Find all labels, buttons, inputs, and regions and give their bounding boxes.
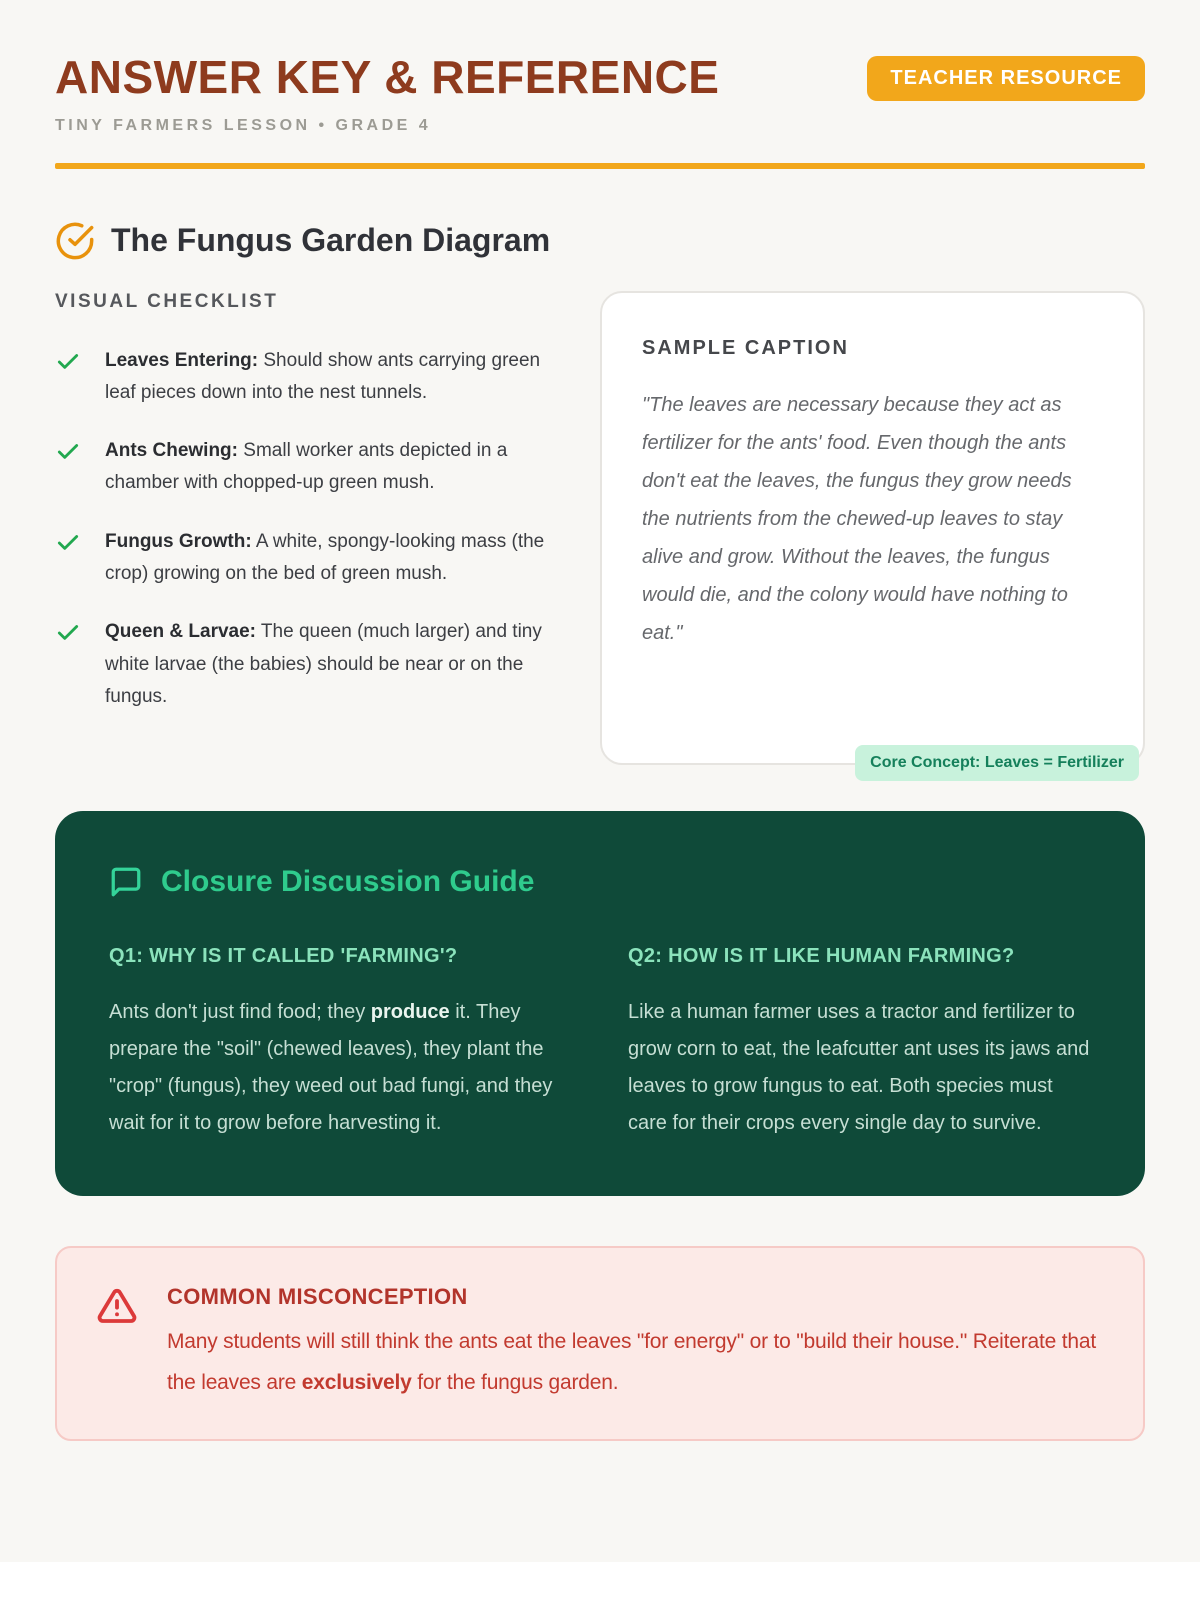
sample-caption-title: SAMPLE CAPTION bbox=[642, 336, 849, 359]
diagram-section-body bbox=[55, 290, 1145, 771]
checklist-item-text: A white, spongy-looking mass (the crop) growing on the bed of green mush. bbox=[105, 530, 545, 585]
check-circle-icon bbox=[55, 221, 95, 261]
message-square-icon bbox=[109, 865, 143, 899]
question-body-text: Like a human farmer uses a tractor and fertilizer to grow corn to eat, the leafcutter ant uses its jaws and leaves to grow fungus to eat. Both species must care for their crops every single day to survive. bbox=[628, 1000, 1090, 1134]
checklist-item-text: Small worker ants depicted in a chamber with chopped-up green mush. bbox=[105, 440, 508, 494]
checklist-item-label: Ants Chewing: bbox=[105, 440, 238, 462]
discussion-panel bbox=[55, 811, 1145, 1196]
teacher-resource-badge: TEACHER RESOURCE bbox=[867, 56, 1145, 101]
header-divider bbox=[55, 163, 1145, 169]
check-icon bbox=[55, 530, 81, 556]
question-body bbox=[628, 994, 1091, 1142]
lesson-subtitle: TINY FARMERS LESSON • GRADE 4 bbox=[55, 116, 432, 134]
checklist-item-label: Fungus Growth: bbox=[105, 530, 252, 552]
checklist-item-label: Queen & Larvae: bbox=[105, 621, 256, 643]
question-body-text: Ants don't just find food; they bbox=[109, 1000, 371, 1023]
discussion-title: Closure Discussion Guide bbox=[161, 864, 535, 898]
sample-caption-quote: "The leaves are necessary because they act as fertilizer for the ants' food. Even though the ants don't eat the leaves, the fungus they grow needs the nutrients from the chewed-up leaves to stay alive and grow. Without the leaves, the fungus would die, and the colony would have nothing to eat." bbox=[642, 393, 1072, 644]
misconception-body-bold: exclusively bbox=[301, 1370, 412, 1394]
misconception-body-text: for the fungus garden. bbox=[411, 1370, 619, 1394]
check-icon bbox=[55, 620, 81, 646]
checklist-item-text: Should show ants carrying green leaf pieces down into the nest tunnels. bbox=[105, 349, 541, 403]
header-titles bbox=[55, 52, 719, 135]
misconception-content bbox=[167, 1284, 1103, 1404]
question-heading: Q2: HOW IS IT LIKE HUMAN FARMING? bbox=[628, 944, 1015, 967]
diagram-section-heading bbox=[55, 221, 1145, 261]
checklist-item-text-block bbox=[105, 616, 560, 713]
checklist-item-text-block bbox=[105, 345, 560, 410]
question-body bbox=[109, 994, 572, 1142]
checklist-item-text: The queen (much larger) and tiny white larvae (the babies) should be near or on the fungus. bbox=[105, 621, 542, 707]
question-block bbox=[109, 945, 572, 1142]
checklist-item bbox=[55, 345, 560, 410]
checklist-item bbox=[55, 526, 560, 591]
sample-caption-card bbox=[600, 291, 1145, 765]
misconception-title: COMMON MISCONCEPTION bbox=[167, 1283, 468, 1309]
question-heading: Q1: WHY IS IT CALLED 'FARMING'? bbox=[109, 944, 458, 967]
visual-checklist-label: VISUAL CHECKLIST bbox=[55, 290, 279, 312]
header bbox=[55, 52, 1145, 135]
question-block bbox=[628, 945, 1091, 1142]
misconception-body-text: Many students will still think the ants eat the leaves "for energy" or to "build their house." Reiterate that the leaves are bbox=[167, 1329, 1097, 1394]
question-body-text: it. They prepare the "soil" (chewed leaves), they plant the "crop" (fungus), they weed out bad fungi, and they wait for it to grow before harvesting it. bbox=[109, 1000, 553, 1134]
checklist-item bbox=[55, 616, 560, 713]
checklist-item bbox=[55, 435, 560, 500]
misconception-body bbox=[167, 1322, 1103, 1404]
core-concept-badge: Core Concept: Leaves = Fertilizer bbox=[855, 745, 1139, 781]
check-icon bbox=[55, 349, 81, 375]
check-icon bbox=[55, 439, 81, 465]
checklist-item-text-block bbox=[105, 435, 560, 500]
question-body-bold: produce bbox=[370, 1000, 450, 1023]
checklist bbox=[55, 345, 560, 714]
checklist-item-text-block bbox=[105, 526, 560, 591]
alert-triangle-icon bbox=[97, 1286, 137, 1326]
discussion-questions bbox=[109, 945, 1091, 1142]
discussion-panel-heading bbox=[109, 865, 1091, 899]
page-title: ANSWER KEY & REFERENCE bbox=[55, 51, 720, 103]
misconception-box bbox=[55, 1246, 1145, 1442]
checklist-item-label: Leaves Entering: bbox=[105, 349, 259, 371]
visual-checklist bbox=[55, 291, 560, 765]
sample-caption-area bbox=[600, 291, 1145, 771]
section-title: The Fungus Garden Diagram bbox=[111, 222, 551, 259]
